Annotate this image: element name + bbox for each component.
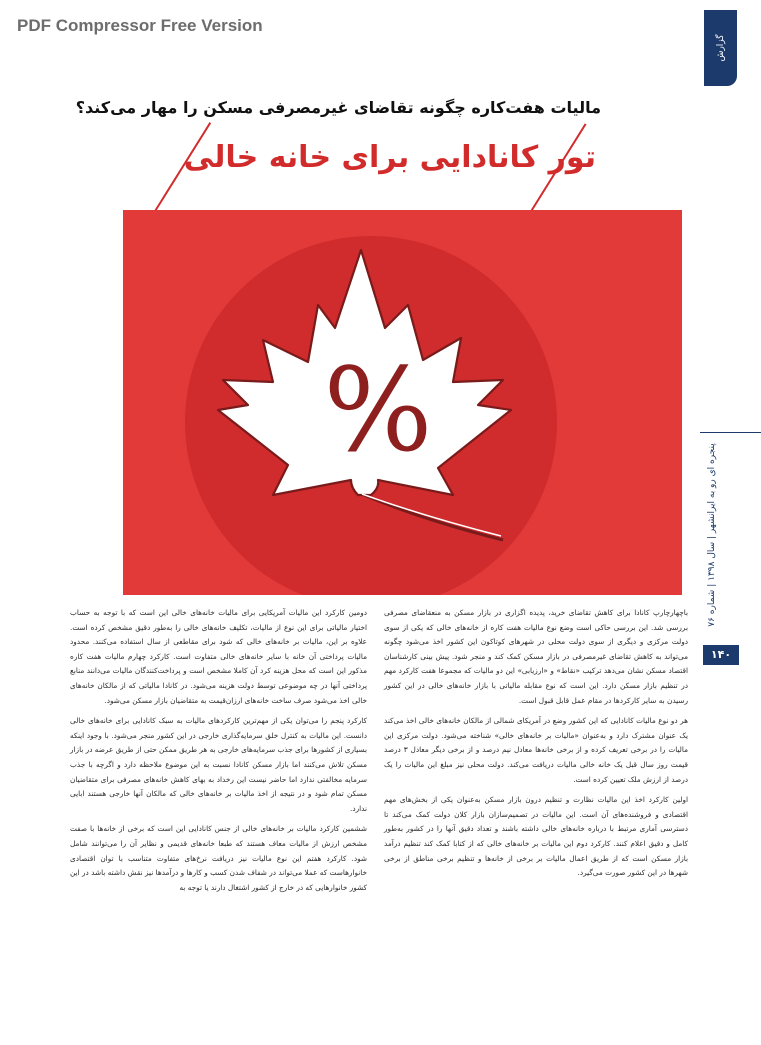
percent-symbol: % [323, 344, 433, 478]
paragraph: هر دو نوع مالیات کانادایی که این کشور وضع در آمریکای شمالی از مالکان خانه‌های خالی اخذ می‌کند یک عنوان مشترک دارد و به‌عنوان «مالیات بر خانه‌های خالی» شناخته می‌شود. دولت مرکزی این مالیات را در برخی تعریف کرده و از برخی خانه‌ها معادل نیم درصد و از برخی دیگر معادل ۳ درصد قیمت روز سال قبل یک خانه خالی مالیات دریافت می‌کند. دولت محلی نیز مبلغ این مالیات را یک درصد از ارزش ملک تعیین کرده است. [384, 716, 688, 784]
paragraph: اولین کارکرد اخذ این مالیات نظارت و تنظیم درون بازار مسکن به‌عنوان یکی از بخش‌های مهم اقتصادی و فروشنده‌های آن است. این مالیات در تصمیم‌سازان بازار کلان دولت کمک می‌کند تا دسترسی آماری مرتبط با درباره خانه‌های خالی داشته باشند و تعداد دقیق آنها را در کشور به‌طور کامل و دقیق اعلام کنند. کارکرد دوم این مالیات بر خانه‌های خالی که از کتابا کمک کند تنظیم درآمد بازار مسکن است که از طریق اعمال مالیات بر برخی از خانه‌ها و تنظیم برخی مناطق از برخی شهرها در این کشور صورت می‌گیرد. [384, 795, 688, 878]
paragraph: کارکرد پنجم را می‌توان یکی از مهم‌ترین کارکردهای مالیات به سبک کانادایی برای خانه‌های خالی دانست. این مالیات به کنترل خلق سرمایه‌گذاری خارجی در این کشور منجر می‌شود. با وجود اینکه بسیاری از کشورها برای جذب سرمایه‌های خارجی به هر طریق ممکن حتی از طریق عرضه در بازار مسکن تلاش می‌کنند اما بازار مسکن کانادا نسبت به این موضوع ملاحظه دارد و اگرچه با جذب سرمایه مخالفتی ندارد اما حاضر نیست این رخداد به بهای کاهش خانه‌های مصرفی برای متقاضیان مسکن تمام شود و در نتیجه از اخذ مالیات بر خانه‌های خالی که مالکان آنها خارجی هستند ابایی ندارد. [70, 716, 367, 813]
side-issue-text: پنجره ای رو به ایرانشهر | سال ۱۳۹۸ | شماره ۷۶ [707, 443, 717, 627]
article-title: تور کانادایی برای خانه خالی [183, 140, 596, 175]
article-subtitle: مالیات هفت‌کاره چگونه تقاضای غیرمصرفی مسکن را مهار می‌کند؟ [75, 98, 601, 117]
maple-leaf-illustration [123, 210, 682, 595]
hero-illustration [123, 210, 682, 595]
paragraph: دومین کارکرد این مالیات آمریکایی برای مالیات خانه‌های خالی این است که با توجه به حساب اختیار مالیاتی برای این نوع از مالیات، تکلیف خانه‌های خالی را به‌طور دقیق مشخص کرده است. علاوه بر این، مالیات بر خانه‌های خالی که شود برای مقاطعی از سال استفاده می‌کنند. محدود مالیات پرداختی آن خانه با سایر خانه‌های خالی متفاوت است. کارکرد چهارم مالیات هفت کاره مذکور این است که محل هزینه کرد آن کاملا مشخص است و پرداخت‌کنندگان مالیات می‌دانند منابع پرداختی آنها در چه موضوعی توسط دولت هزینه می‌شود. در کانادا مالیاتی که از مالکان خانه‌های خالی اخذ می‌شود صرف ساخت خانه‌های ارزان‌قیمت به متقاضیان بازار مسکن می‌شود. [70, 608, 367, 705]
text-column-left [70, 606, 367, 901]
page-number: ۱۴۰ [703, 645, 739, 665]
text-column-right [384, 606, 688, 887]
section-tab [704, 10, 737, 86]
side-issue-strip [700, 430, 724, 640]
paragraph: باچهارچارپ کانادا برای کاهش تقاضای خرید، پدیده اگزاری در بازار مسکن به منعقاضای مصرفی بررسی شد. این بررسی حاکی است وضع نوع مالیات هفت کاره از خانه‌های خالی که یکی از سوی دولت مرکزی و دیگری از سوی دولت محلی در شهرهای کوتاکون این کشور اخذ می‌شود چگونه می‌تواند به کاهش تقاضای غیرمصرفی در بازار مسکن کمک کند و منجر شود. پیش بینی کارشناسان اقتصاد مسکن نشان می‌دهد ترکیب «نقاط» و «ارزیابی» این دو مالیات که مجموعا هفت کارکرد مهم در تنظیم بازار مسکن دارد. این است که نوع مقابله مالیاتی با بازار خانه‌های خالی در این کشور رسیدن به سایر کارکردها در مقام عمل قابل قبول است. [384, 608, 688, 705]
watermark-text: PDF Compressor Free Version [17, 16, 263, 35]
section-tab-label: گزارش [715, 34, 726, 62]
paragraph: ششمین کارکرد مالیات بر خانه‌های خالی از جنس کانادایی این است که برخی از خانه‌ها با صفت مشخص ارزش از مالیات معاف هستند که طبعا خانه‌های قدیمی و نظایر آن را می‌توانند شامل شود. کارکرد هفتم این نوع مالیات نیز دریافت نرخ‌های متفاوت متناسب با توان اقتصادی خانوارهاست که عملا می‌تواند در شفاف شدن کسب و کارها و درآمدها نیز نقش داشته باشد در این کشور خانوارهایی که در خارج از کشور اشتغال دارند یا توجه به [70, 824, 367, 892]
